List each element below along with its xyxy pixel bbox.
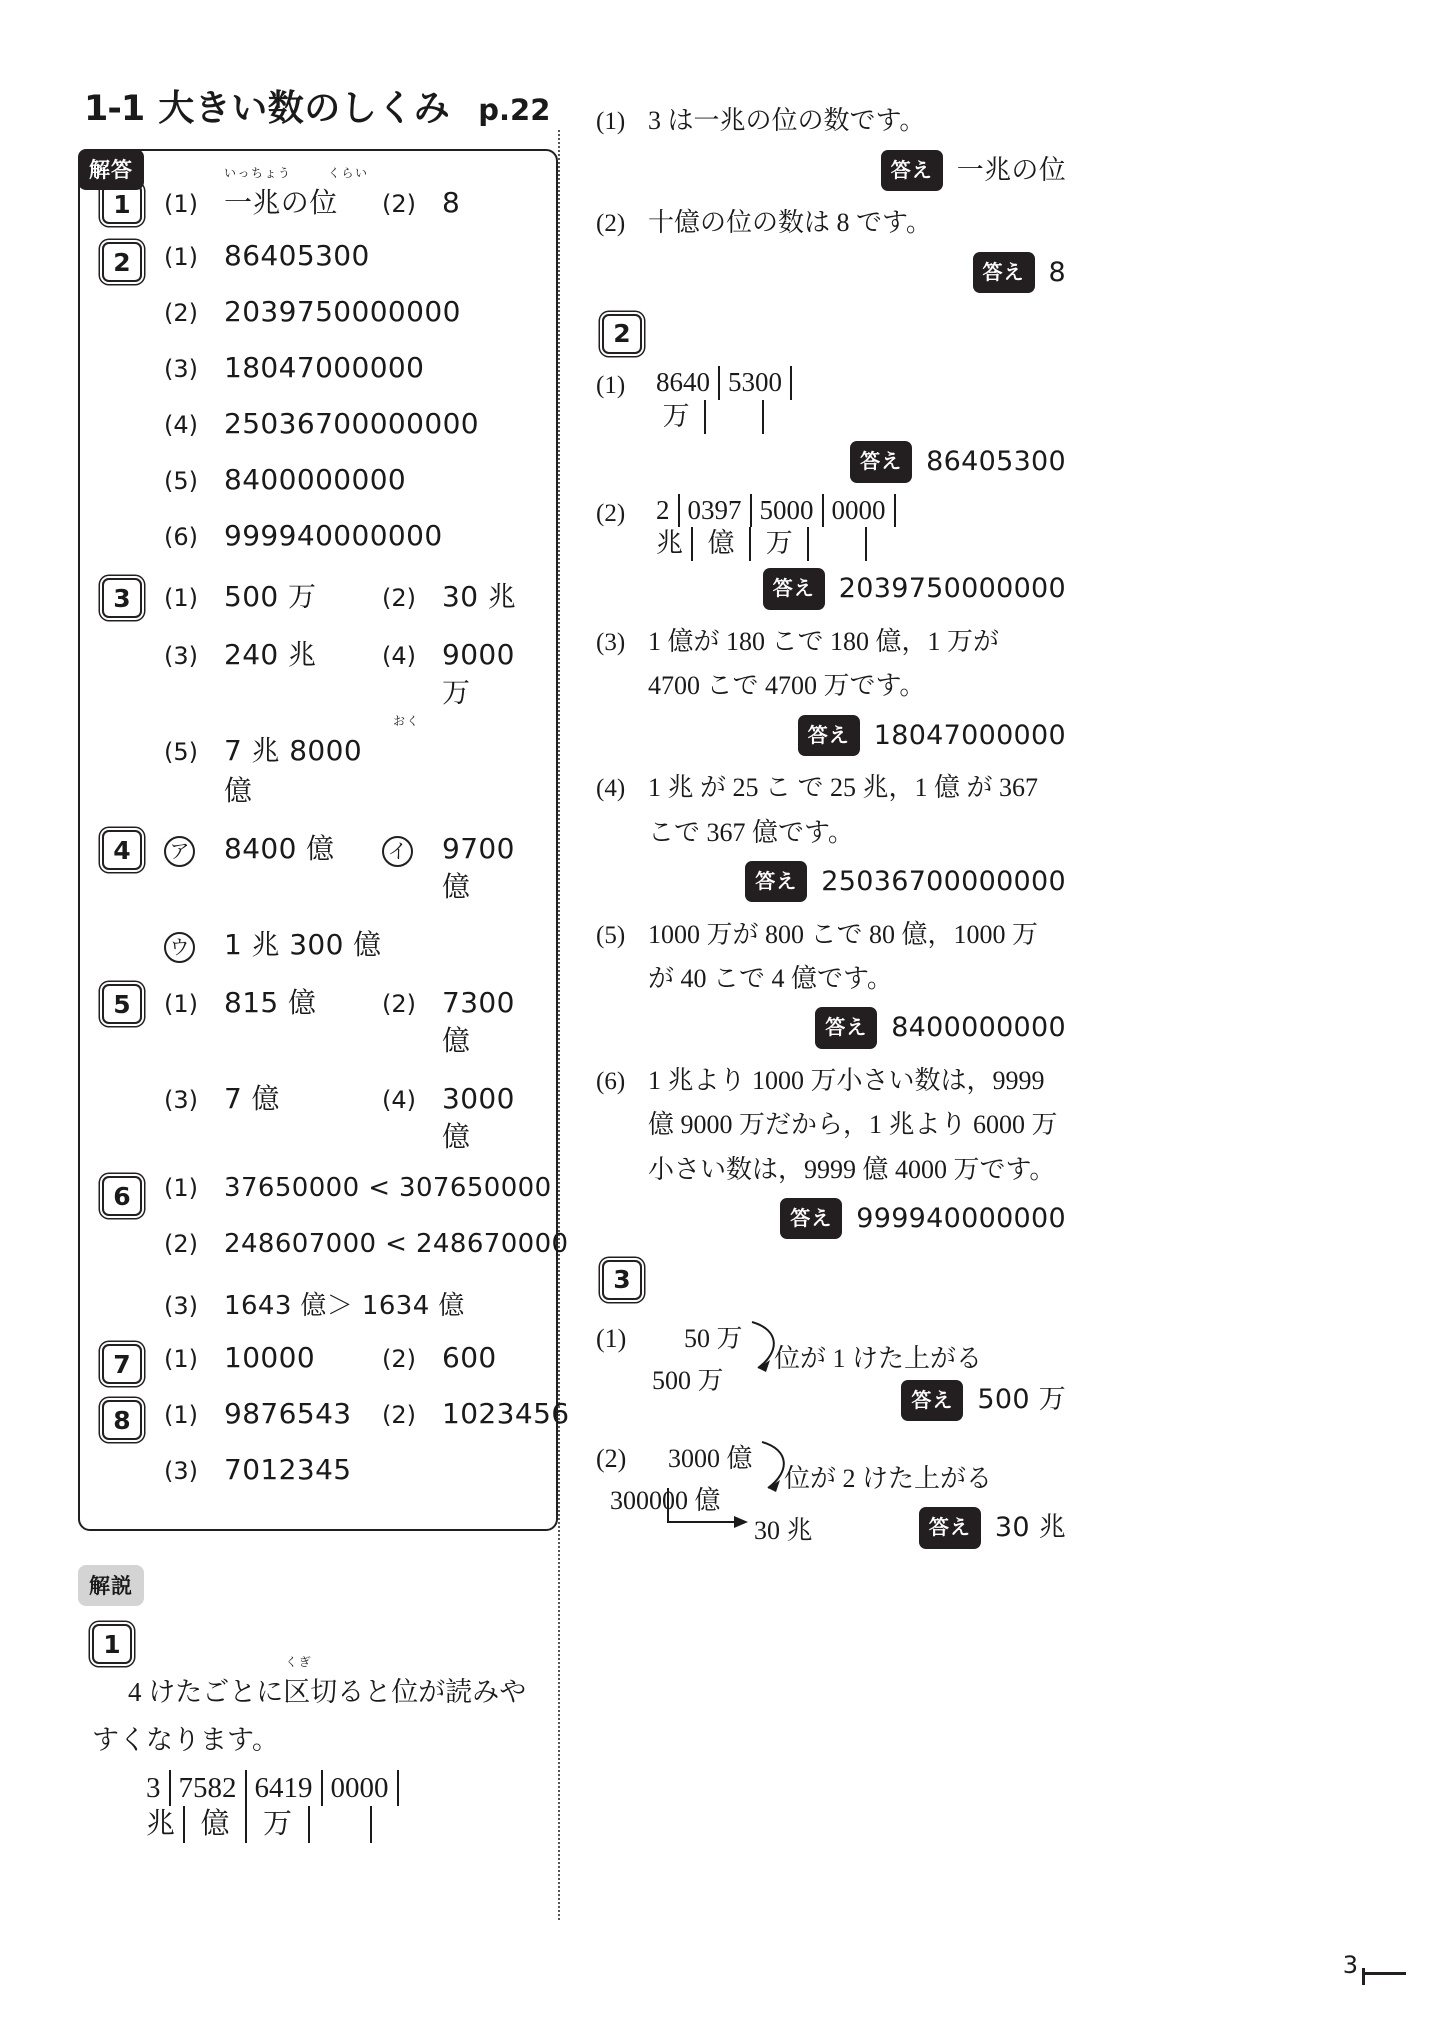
answer-item-label: (1): [164, 1174, 198, 1202]
answer-value: 一兆の位 いっちょう くらい: [224, 166, 369, 219]
shift-note: 位が 2 けた上がる: [784, 1464, 993, 1494]
item-label: (1): [596, 108, 626, 135]
answer-subrow: [164, 166, 546, 221]
group-separator: [370, 1806, 372, 1842]
answer-value: 500 万: [224, 580, 317, 613]
answer-subrow: [164, 351, 546, 385]
answer-value: 8400 億: [224, 832, 335, 865]
furigana-ruby: くらい: [328, 166, 369, 180]
answer-subrow: [164, 295, 546, 329]
answer-item-label: (4): [382, 1086, 416, 1114]
item-label: (6): [596, 1067, 626, 1095]
answer-line: [164, 921, 546, 973]
final-answer-value: 一兆の位: [956, 154, 1066, 186]
answer-item-label: (2): [382, 1345, 416, 1373]
digit-group: 0000: [330, 1772, 389, 1805]
answer-result-row: [919, 1506, 1066, 1550]
answer-row: [88, 573, 546, 625]
answer-item-label: [164, 932, 224, 963]
answer-item-label: [382, 836, 442, 867]
answer-value: 9700 億: [442, 832, 515, 903]
answer-cell: [382, 638, 546, 711]
answer-item-label: (1): [164, 990, 198, 1018]
answer-subrow: [164, 1341, 546, 1375]
explanation-text: [92, 1655, 558, 1764]
shift-from-value: 3000 億: [668, 1444, 753, 1474]
answer-label-badge: 答え: [901, 1380, 963, 1421]
final-answer-value: 8: [1048, 256, 1066, 288]
answer-value: 8400000000: [224, 463, 407, 496]
explanation-line1-post: ると位が読みや: [337, 1677, 527, 1707]
answer-subrow: [164, 1229, 569, 1263]
answer-line: [164, 825, 546, 915]
item-label: (1): [596, 372, 626, 400]
answers-badge: 解答: [78, 149, 144, 190]
answer-item-label: (3): [164, 355, 198, 383]
item-label: (3): [596, 628, 626, 656]
explanation-diagram-row: [596, 494, 1066, 562]
answer-result-row: [596, 860, 1066, 904]
answer-item-label: (2): [382, 190, 416, 218]
place-value-diagram: [648, 494, 896, 562]
answer-item-label: (3): [164, 1292, 198, 1320]
circled-marker: ア: [164, 836, 195, 867]
group-separator: [762, 400, 764, 434]
place-value-diagram: [138, 1770, 399, 1843]
shift-to-value: 300000 億: [610, 1486, 721, 1516]
final-answer-value: 30 兆: [994, 1512, 1066, 1544]
item-label: (2): [596, 499, 626, 527]
answer-row: [88, 1451, 546, 1501]
answer-cell: [382, 1397, 570, 1430]
page-number: 3: [1342, 1951, 1358, 1979]
answer-row: [88, 461, 546, 511]
problem-number-3: 3: [602, 1260, 642, 1300]
answer-item-label: (5): [164, 467, 198, 495]
answer-subrow: [164, 407, 546, 441]
answer-cell: [382, 832, 546, 905]
shift-result-value: 30 兆: [754, 1516, 813, 1546]
explanation-section: [78, 1565, 558, 1843]
item-text: 1 億が 180 こで 180 億，1 万が: [648, 626, 1000, 656]
answer-cell: [164, 1285, 465, 1322]
item-label: (1): [596, 1324, 627, 1354]
answer-line: [164, 405, 546, 451]
place-unit-label: 億: [707, 528, 735, 559]
answers-section: [78, 149, 570, 1531]
answer-cell: [164, 575, 382, 615]
answer-line: [164, 349, 546, 395]
answer-value: 18047000000: [224, 351, 425, 384]
group-separator: [704, 400, 706, 434]
answer-value: 7012345: [224, 1453, 352, 1486]
answer-line: [164, 237, 546, 283]
item-text: が 40 こで 4 億です。: [648, 964, 893, 994]
answer-item-label: [164, 836, 224, 867]
answer-item-label: (4): [164, 411, 198, 439]
item-text: 4700 こで 4700 万です。: [648, 671, 926, 701]
answer-label-badge: 答え: [745, 861, 807, 902]
answer-label-badge: 答え: [850, 441, 912, 482]
furigana-ruby: おく: [393, 714, 421, 728]
answer-item-label: (4): [382, 642, 416, 670]
answer-cell: [164, 981, 382, 1021]
answer-subrow: [164, 981, 546, 1059]
group-separator: [397, 1770, 399, 1806]
answer-value: 1643 億＞ 1634 億: [224, 1291, 465, 1321]
answer-cell: [164, 1173, 552, 1203]
digit-group: 3: [146, 1772, 161, 1805]
final-answer-value: 25036700000000: [821, 865, 1066, 897]
answer-line: [164, 1171, 552, 1217]
page-number-rule: [1362, 1972, 1406, 1975]
answer-row: [88, 237, 546, 287]
answer-cell: [164, 1077, 382, 1117]
answer-row: [88, 517, 546, 567]
kugiri-ruby: くぎ: [285, 1655, 313, 1669]
answer-label-badge: 答え: [763, 568, 825, 609]
answer-row: [88, 921, 546, 973]
answer-value: 7 兆 8000 億 おく: [224, 714, 421, 807]
answer-subrow: [164, 463, 546, 497]
item-text: こで 367 億です。: [648, 817, 854, 847]
answer-line: [164, 293, 546, 339]
answer-cell: [164, 714, 421, 809]
digit-group: 0000: [831, 494, 886, 525]
answer-cell: [164, 1453, 382, 1486]
group-separator: [865, 527, 867, 561]
kugiri-ruby-group: [283, 1655, 338, 1716]
answer-cell: [164, 827, 382, 867]
item-label: (5): [596, 921, 626, 949]
answer-line: [164, 979, 546, 1069]
group-separator: [308, 1806, 310, 1842]
answer-value: 248607000 < 248670000: [224, 1229, 569, 1259]
answer-subrow: [164, 633, 546, 711]
item-label: (4): [596, 775, 626, 803]
answer-subrow: [164, 1077, 546, 1155]
page-header: [84, 80, 558, 131]
answer-subrow: [164, 827, 546, 905]
digit-group: 0397: [687, 494, 742, 525]
answer-row: [88, 1339, 546, 1389]
right-column-body: [596, 100, 1066, 1562]
explanation-line: [596, 812, 1066, 854]
final-answer-value: 8400000000: [891, 1012, 1066, 1044]
item-label: (2): [596, 210, 626, 238]
final-answer-value: 86405300: [926, 445, 1066, 477]
place-unit-label: 兆: [146, 1808, 176, 1841]
answer-result-row: [596, 1197, 1066, 1241]
column-divider: [558, 130, 560, 1920]
digit-group: 2: [656, 494, 670, 525]
answer-row: [88, 1395, 570, 1445]
explanation-line: [596, 621, 1066, 664]
answer-value: 25036700000000: [224, 407, 480, 440]
group-separator: [894, 494, 896, 528]
unit-number: 1-1: [84, 89, 145, 129]
item-text: 十億の位の数は 8 です。: [648, 208, 932, 238]
answer-value: 9876543: [224, 1397, 352, 1430]
answer-label-badge: 答え: [798, 715, 860, 756]
place-shift-diagram: [596, 1312, 1066, 1416]
circled-marker: ウ: [164, 932, 195, 963]
curved-arrow-icon: [746, 1316, 816, 1386]
answer-value: 7300 億: [442, 986, 515, 1057]
answer-label-badge: 答え: [919, 1507, 981, 1548]
answer-result-row: [596, 1006, 1066, 1050]
explanation-line: [596, 202, 1066, 245]
answer-item-label: (2): [382, 584, 416, 612]
answer-label-badge: 答え: [780, 1198, 842, 1239]
explanation-line: [596, 665, 1066, 707]
answer-cell: [164, 239, 382, 272]
item-text: 1 兆 が 25 こ で 25 兆，1 億 が 367: [648, 773, 1039, 803]
answer-line: [164, 461, 546, 507]
answer-cell: [164, 463, 407, 496]
answer-cell: [382, 1341, 546, 1374]
answer-subrow: [164, 923, 546, 963]
answer-line: [164, 1227, 569, 1273]
answer-subrow: [164, 1453, 546, 1487]
answer-cell: [164, 166, 382, 221]
final-answer-value: 500 万: [977, 1384, 1066, 1416]
answer-row: [88, 1075, 546, 1165]
answer-line: [164, 166, 546, 231]
answer-line: [164, 631, 546, 721]
digit-group: 5300: [728, 367, 782, 398]
answer-row: [88, 714, 546, 819]
answer-value: 3000 億: [442, 1082, 515, 1153]
answer-item-label: (3): [164, 1457, 198, 1485]
problem-number-4: 4: [102, 830, 142, 870]
furigana-ruby: いっちょう: [224, 166, 292, 180]
answer-row: [88, 1227, 569, 1277]
answer-row: [88, 825, 546, 915]
answer-value: 1 兆 300 億: [224, 928, 382, 961]
answer-item-label: (1): [164, 190, 198, 218]
answer-cell: [164, 407, 480, 440]
answer-item-label: (3): [164, 642, 198, 670]
place-unit-label: 万: [662, 401, 690, 432]
answer-cell: [164, 351, 425, 384]
answer-cell: [382, 986, 546, 1059]
answer-line: [164, 714, 546, 819]
item-text: 小さい数は，9999 億 4000 万です。: [648, 1154, 1056, 1184]
explanation-line: [596, 958, 1066, 1000]
place-unit-label: 億: [200, 1808, 230, 1841]
answer-item-label: (1): [164, 1401, 198, 1429]
answer-row: [88, 349, 546, 399]
explanation-digit-diagram: [138, 1770, 558, 1843]
place-value-diagram: [648, 366, 792, 434]
answer-cell: [164, 633, 382, 673]
group-separator: [790, 366, 792, 400]
digit-group: 8640: [656, 367, 710, 398]
answer-value: 9000 万: [442, 638, 515, 709]
answer-result-row: [596, 149, 1066, 193]
item-label: (2): [596, 1444, 627, 1474]
shift-note: 位が 1 けた上がる: [774, 1344, 983, 1374]
answer-cell: [164, 1397, 382, 1430]
answer-cell: [382, 1082, 546, 1155]
digit-group: 5000: [759, 494, 814, 525]
answer-value: 37650000 < 307650000: [224, 1173, 552, 1203]
answer-value: 86405300: [224, 239, 370, 272]
answer-cell: [164, 923, 382, 963]
answer-subrow: [164, 1397, 570, 1431]
kugiri-base: 区切: [283, 1677, 338, 1707]
answer-result-row: [596, 440, 1066, 484]
place-unit-label: 兆: [656, 528, 683, 559]
explanation-problem-number: 1: [92, 1624, 132, 1664]
problem-number-2: 2: [602, 314, 642, 354]
answer-label-badge: 答え: [881, 150, 943, 191]
answer-line: [164, 1451, 546, 1497]
answer-item-label: (1): [164, 243, 198, 271]
answer-row: [88, 293, 546, 343]
answer-row: [88, 631, 546, 721]
place-unit-label: 万: [765, 528, 793, 559]
answer-cell: [382, 186, 546, 219]
answer-row: [88, 1283, 546, 1333]
answer-result-row: [596, 251, 1066, 295]
problem-number-1: 1: [102, 184, 142, 224]
shift-from-value: 50 万: [684, 1324, 743, 1354]
final-answer-value: 999940000000: [856, 1202, 1066, 1234]
answer-item-label: (1): [164, 584, 198, 612]
answer-line: [164, 1283, 546, 1332]
answer-line: [164, 1339, 546, 1385]
answer-value: 7 億: [224, 1082, 280, 1115]
page-reference: p.22: [478, 93, 551, 127]
item-text: 3 は一兆の位の数です。: [648, 106, 926, 135]
explanation-line: [596, 767, 1066, 810]
explanation-line: [596, 100, 1066, 143]
answer-subrow: [164, 519, 546, 553]
answer-item-label: (2): [382, 1401, 416, 1429]
problem-number-3: 3: [102, 578, 142, 618]
problem-number-2: 2: [102, 242, 142, 282]
answer-result-row: [596, 714, 1066, 758]
circled-marker: イ: [382, 836, 413, 867]
right-column: [596, 100, 1066, 1564]
answer-subrow: [164, 714, 546, 809]
explanation-line: [596, 914, 1066, 957]
answer-line: [164, 573, 546, 625]
answer-subrow: [164, 239, 546, 273]
item-text: 億 9000 万だから，1 兆より 6000 万: [648, 1110, 1058, 1140]
answer-item-label: (6): [164, 523, 198, 551]
digit-group: 7582: [178, 1772, 237, 1805]
answer-row: [88, 405, 546, 455]
answer-cell: [164, 1341, 382, 1374]
answer-item-label: (2): [164, 299, 198, 327]
answer-cell: [164, 1229, 568, 1259]
item-text: 1 兆より 1000 万小さい数は，9999: [648, 1065, 1045, 1095]
answer-value: 600: [442, 1341, 497, 1374]
final-answer-value: 2039750000000: [838, 573, 1066, 605]
explanation-line: [596, 1060, 1066, 1103]
problem-number-7: 7: [102, 1344, 142, 1384]
place-shift-diagram: [596, 1432, 1066, 1562]
explanation-line: [596, 1104, 1066, 1146]
answer-line: [164, 1395, 570, 1441]
answer-item-label: (1): [164, 1345, 198, 1373]
explanation-line-2: すくなります。: [92, 1725, 279, 1756]
answer-value: 815 億: [224, 986, 317, 1019]
answer-line: [164, 517, 546, 563]
answer-value: 10000: [224, 1341, 316, 1374]
answer-item-label: (2): [382, 990, 416, 1018]
answer-value: 2039750000000: [224, 295, 461, 328]
answer-subrow: [164, 575, 546, 615]
page-title: 大きい数のしくみ: [158, 88, 451, 129]
answer-label-badge: 答え: [973, 252, 1035, 293]
answer-cell: [164, 519, 443, 552]
problem-number-6: 6: [102, 1176, 142, 1216]
answer-result-row: [596, 567, 1066, 611]
answer-label-badge: 答え: [815, 1007, 877, 1048]
answer-cell: [164, 295, 461, 328]
left-column: [78, 80, 570, 1843]
answer-item-label: (5): [164, 738, 198, 766]
answer-subrow: [164, 1173, 552, 1207]
final-answer-value: 18047000000: [873, 719, 1066, 751]
explanation-line-1: [92, 1655, 558, 1716]
explanation-line1-pre: 4 けたごとに: [128, 1677, 284, 1707]
place-unit-label: 万: [262, 1808, 292, 1841]
answer-row: [88, 979, 546, 1069]
answer-row: [88, 1171, 552, 1221]
explanation-badge: 解説: [78, 1565, 144, 1606]
answer-line: [164, 1075, 546, 1165]
explanation-line: [596, 1149, 1066, 1191]
problem-number-5: 5: [102, 984, 142, 1024]
answer-value: 1023456: [442, 1397, 570, 1430]
explanation-diagram-row: [596, 366, 1066, 434]
answer-item-label: (2): [164, 1230, 198, 1258]
problem-number-8: 8: [102, 1400, 142, 1440]
answer-subrow: [164, 1285, 546, 1322]
item-text: 1000 万が 800 こで 80 億，1000 万: [648, 919, 1039, 949]
answers-box: [78, 149, 570, 1531]
answer-value: 240 兆: [224, 638, 317, 671]
shift-to-value: 500 万: [652, 1366, 724, 1396]
answer-value: 30 兆: [442, 580, 517, 613]
answer-item-label: (3): [164, 1086, 198, 1114]
answer-value: 999940000000: [224, 519, 443, 552]
answer-value: 8: [442, 186, 461, 219]
group-separator: [807, 527, 809, 561]
answer-cell: [382, 575, 546, 615]
digit-group: 6419: [254, 1772, 313, 1805]
